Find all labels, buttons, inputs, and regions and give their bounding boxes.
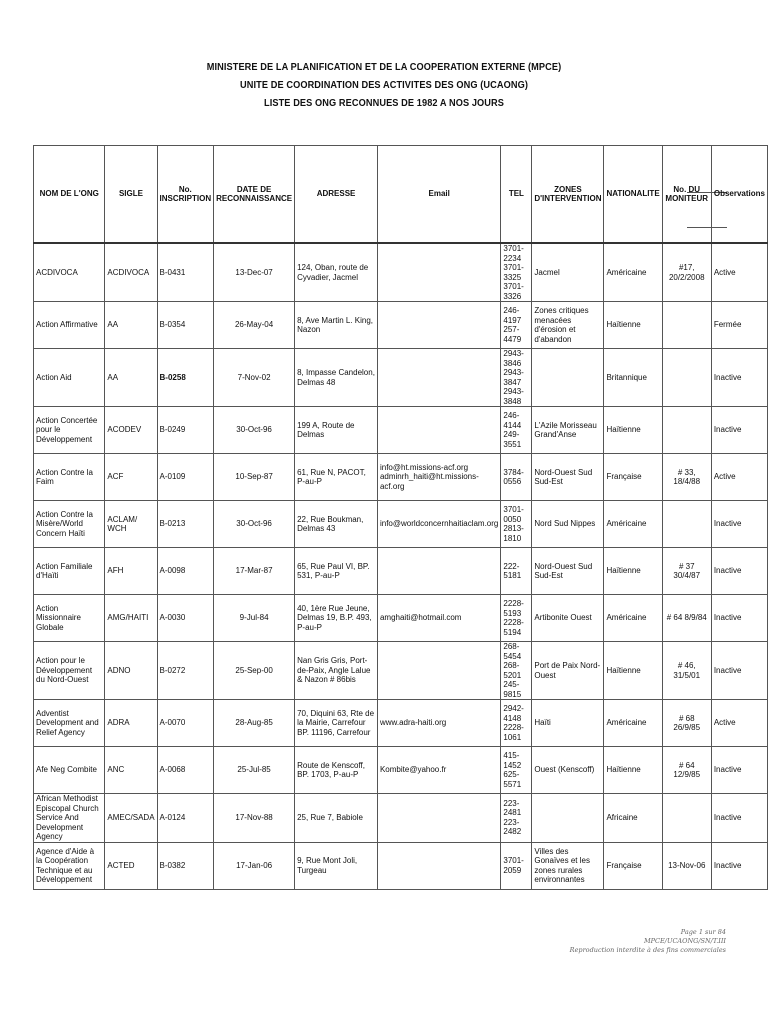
- cell-email: www.adra-haiti.org: [377, 700, 500, 747]
- cell-nationalite: Française: [604, 454, 662, 501]
- cell-inscription: A-0109: [157, 454, 214, 501]
- cell-moniteur: [662, 349, 711, 407]
- cell-adresse: 22, Rue Boukman, Delmas 43: [295, 501, 378, 548]
- cell-observations: Inactive: [711, 595, 767, 642]
- cell-nom: Action Contre la Misère/World Concern Haïti: [34, 501, 105, 548]
- cell-sigle: AA: [105, 349, 157, 407]
- table-header: [34, 146, 768, 244]
- document-reference: MPCE/UCAONG/SN/T.III: [644, 937, 726, 945]
- cell-date: 17-Mar-87: [214, 548, 295, 595]
- cell-zones: Artibonite Ouest: [532, 595, 604, 642]
- table-row: [34, 349, 768, 407]
- cell-observations: Inactive: [711, 642, 767, 700]
- cell-adresse: Nan Gris Gris, Port-de-Paix, Angle Lalue & Nazon # 86bis: [295, 642, 378, 700]
- cell-tel: 246-4144 249-3551: [501, 407, 532, 454]
- cell-zones: Zones critiques menacées d'érosion et d'abandon: [532, 302, 604, 349]
- cell-nationalite: Britannique: [604, 349, 662, 407]
- cell-date: 25-Sep-00: [214, 642, 295, 700]
- cell-observations: Active: [711, 454, 767, 501]
- cell-sigle: AMEC/SADA: [105, 794, 157, 843]
- cell-nom: Action Contre la Faim: [34, 454, 105, 501]
- table-row: [34, 243, 768, 302]
- cell-moniteur: [662, 501, 711, 548]
- cell-nom: Adventist Development and Relief Agency: [34, 700, 105, 747]
- cell-inscription: A-0098: [157, 548, 214, 595]
- list-title: LISTE DES ONG RECONNUES DE 1982 A NOS JOURS: [264, 98, 504, 109]
- cell-email: [377, 842, 500, 889]
- table-row: [34, 501, 768, 548]
- cell-date: 28-Aug-85: [214, 700, 295, 747]
- cell-nationalite: Américaine: [604, 243, 662, 302]
- table-row: [34, 548, 768, 595]
- cell-email: [377, 642, 500, 700]
- table-row: [34, 302, 768, 349]
- cell-date: 30-Oct-96: [214, 501, 295, 548]
- cell-nationalite: Française: [604, 842, 662, 889]
- cell-adresse: 199 A, Route de Delmas: [295, 407, 378, 454]
- cell-moniteur: # 37 30/4/87: [662, 548, 711, 595]
- cell-tel: 268-5454 268-5201 245-9815: [501, 642, 532, 700]
- cell-moniteur: [662, 794, 711, 843]
- cell-zones: Haïti: [532, 700, 604, 747]
- cell-zones: Villes des Gonaïves et les zones rurales environnantes: [532, 842, 604, 889]
- cell-email: [377, 548, 500, 595]
- table-row: [34, 747, 768, 794]
- cell-nationalite: Américaine: [604, 595, 662, 642]
- cell-nom: Action Missionnaire Globale: [34, 595, 105, 642]
- cell-adresse: 9, Rue Mont Joli, Turgeau: [295, 842, 378, 889]
- cell-sigle: ACTED: [105, 842, 157, 889]
- cell-inscription: B-0249: [157, 407, 214, 454]
- cell-nationalite: Africaine: [604, 794, 662, 843]
- cell-inscription: A-0068: [157, 747, 214, 794]
- cell-nom: Action pour le Développement du Nord-Ouest: [34, 642, 105, 700]
- cell-inscription: B-0272: [157, 642, 214, 700]
- cell-email: amghaiti@hotmail.com: [377, 595, 500, 642]
- cell-date: 25-Jul-85: [214, 747, 295, 794]
- cell-zones: Jacmel: [532, 243, 604, 302]
- page-number: Page 1 sur 84: [680, 928, 726, 936]
- cell-moniteur: 13-Nov-06: [662, 842, 711, 889]
- cell-nom: Action Aid: [34, 349, 105, 407]
- cell-observations: Inactive: [711, 548, 767, 595]
- cell-zones: Port de Paix Nord-Ouest: [532, 642, 604, 700]
- table-row: [34, 700, 768, 747]
- cell-nationalite: Haïtienne: [604, 302, 662, 349]
- cell-observations: Fermée: [711, 302, 767, 349]
- cell-nationalite: Haïtienne: [604, 548, 662, 595]
- col-tel: TEL: [501, 146, 532, 244]
- cell-observations: Inactive: [711, 747, 767, 794]
- cell-sigle: ACLAM/ WCH: [105, 501, 157, 548]
- cell-inscription: A-0070: [157, 700, 214, 747]
- cell-inscription: A-0124: [157, 794, 214, 843]
- cell-inscription: B-0431: [157, 243, 214, 302]
- col-nationalite: NATIONALITE: [604, 146, 662, 244]
- cell-moniteur: # 33, 18/4/88: [662, 454, 711, 501]
- cell-nationalite: Américaine: [604, 501, 662, 548]
- cell-zones: Ouest (Kenscoff): [532, 747, 604, 794]
- cell-date: 10-Sep-87: [214, 454, 295, 501]
- cell-email: [377, 349, 500, 407]
- cell-moniteur: # 64 8/9/84: [662, 595, 711, 642]
- cell-sigle: AA: [105, 302, 157, 349]
- cell-sigle: AFH: [105, 548, 157, 595]
- cell-zones: Nord-Ouest Sud Sud-Est: [532, 454, 604, 501]
- cell-sigle: ADRA: [105, 700, 157, 747]
- col-moniteur: No. DU MONITEUR: [662, 146, 711, 244]
- cell-email: info@ht.missions-acf.org adminrh_haiti@ht.missions-acf.org: [377, 454, 500, 501]
- cell-tel: 3701-2059: [501, 842, 532, 889]
- col-zones: ZONES D'INTERVENTION: [532, 146, 604, 244]
- cell-nationalite: Haïtienne: [604, 747, 662, 794]
- cell-zones: L'Azile Morisseau Grand'Anse: [532, 407, 604, 454]
- cell-date: 7-Nov-02: [214, 349, 295, 407]
- cell-moniteur: [662, 407, 711, 454]
- cell-nom: Action Concertée pour le Développement: [34, 407, 105, 454]
- cell-tel: 246-4197 257-4479: [501, 302, 532, 349]
- cell-date: 17-Jan-06: [214, 842, 295, 889]
- cell-observations: Inactive: [711, 407, 767, 454]
- cell-moniteur: [662, 302, 711, 349]
- cell-email: [377, 302, 500, 349]
- cell-sigle: ADNO: [105, 642, 157, 700]
- cell-adresse: 8, Impasse Candelon, Delmas 48: [295, 349, 378, 407]
- cell-date: 17-Nov-88: [214, 794, 295, 843]
- cell-adresse: Route de Kenscoff, BP. 1703, P-au-P: [295, 747, 378, 794]
- cell-zones: [532, 349, 604, 407]
- cell-nationalite: Haïtienne: [604, 407, 662, 454]
- cell-adresse: 70, Diquini 63, Rte de la Mairie, Carrefour BP. 11196, Carrefour: [295, 700, 378, 747]
- cell-sigle: AMG/HAITI: [105, 595, 157, 642]
- ong-table: [33, 145, 768, 890]
- cell-email: info@worldconcernhaitiaclam.org: [377, 501, 500, 548]
- cell-email: Kombite@yahoo.fr: [377, 747, 500, 794]
- cell-adresse: 40, 1ère Rue Jeune, Delmas 19, B.P. 493, P-au-P: [295, 595, 378, 642]
- col-sigle: SIGLE: [105, 146, 157, 244]
- table-row: [34, 454, 768, 501]
- cell-tel: 3701-2234 3701-3325 3701-3326: [501, 243, 532, 302]
- cell-adresse: 124, Oban, route de Cyvadier, Jacmel: [295, 243, 378, 302]
- table-row: [34, 595, 768, 642]
- cell-tel: 3701-0050 2813-1810: [501, 501, 532, 548]
- cell-inscription: B-0258: [157, 349, 214, 407]
- col-nom: NOM DE L'ONG: [34, 146, 105, 244]
- cell-nom: Action Familiale d'Haïti: [34, 548, 105, 595]
- cell-observations: Inactive: [711, 501, 767, 548]
- cell-tel: 222-5181: [501, 548, 532, 595]
- cell-tel: 415-1452 625-5571: [501, 747, 532, 794]
- cell-nom: Agence d'Aide à la Coopération Technique et au Développement: [34, 842, 105, 889]
- table-row: [34, 642, 768, 700]
- unit-title: UNITE DE COORDINATION DES ACTIVITES DES ONG (UCAONG): [240, 80, 528, 91]
- cell-tel: 3784-0556: [501, 454, 532, 501]
- cell-tel: 2942-4148 2228-1061: [501, 700, 532, 747]
- table-row: [34, 794, 768, 843]
- cell-observations: Inactive: [711, 842, 767, 889]
- cell-observations: Inactive: [711, 349, 767, 407]
- cell-moniteur: #17, 20/2/2008: [662, 243, 711, 302]
- cell-observations: Inactive: [711, 794, 767, 843]
- cell-inscription: B-0382: [157, 842, 214, 889]
- cell-zones: [532, 794, 604, 843]
- cell-nom: Afe Neg Combite: [34, 747, 105, 794]
- cell-moniteur: # 68 26/9/85: [662, 700, 711, 747]
- cell-email: [377, 794, 500, 843]
- cell-observations: Active: [711, 700, 767, 747]
- cell-sigle: ACDIVOCA: [105, 243, 157, 302]
- cell-tel: 223-2481 223-2482: [501, 794, 532, 843]
- cell-tel: 2943-3846 2943-3847 2943-3848: [501, 349, 532, 407]
- cell-email: [377, 243, 500, 302]
- cell-nom: African Methodist Episcopal Church Service And Development Agency: [34, 794, 105, 843]
- cell-adresse: 65, Rue Paul VI, BP. 531, P-au-P: [295, 548, 378, 595]
- table-row: [34, 842, 768, 889]
- cell-email: [377, 407, 500, 454]
- col-email: Email: [377, 146, 500, 244]
- cell-nationalite: Haïtienne: [604, 642, 662, 700]
- cell-zones: Nord-Ouest Sud Sud-Est: [532, 548, 604, 595]
- cell-adresse: 25, Rue 7, Babiole: [295, 794, 378, 843]
- cell-moniteur: # 64 12/9/85: [662, 747, 711, 794]
- col-adresse: ADRESSE: [295, 146, 378, 244]
- cell-adresse: 8, Ave Martin L. King, Nazon: [295, 302, 378, 349]
- cell-observations: Active: [711, 243, 767, 302]
- col-observations: Observations: [711, 146, 767, 244]
- cell-sigle: ANC: [105, 747, 157, 794]
- cell-date: 26-May-04: [214, 302, 295, 349]
- ministry-title: MINISTERE DE LA PLANIFICATION ET DE LA COOPERATION EXTERNE (MPCE): [206, 62, 562, 73]
- cell-inscription: A-0030: [157, 595, 214, 642]
- cell-date: 13-Dec-07: [214, 243, 295, 302]
- table-row: [34, 407, 768, 454]
- cell-nationalite: Américaine: [604, 700, 662, 747]
- cell-sigle: ACODEV: [105, 407, 157, 454]
- cell-nom: ACDIVOCA: [34, 243, 105, 302]
- cell-date: 30-Oct-96: [214, 407, 295, 454]
- reproduction-notice: Reproduction interdite à des fins commerciales: [569, 946, 726, 954]
- col-date: DATE DE RECONNAISSANCE: [214, 146, 295, 244]
- cell-nom: Action Affirmative: [34, 302, 105, 349]
- cell-sigle: ACF: [105, 454, 157, 501]
- cell-moniteur: # 46, 31/5/01: [662, 642, 711, 700]
- cell-zones: Nord Sud Nippes: [532, 501, 604, 548]
- cell-tel: 2228-5193 2228-5194: [501, 595, 532, 642]
- cell-date: 9-Jul-84: [214, 595, 295, 642]
- cell-adresse: 61, Rue N, PACOT, P-au-P: [295, 454, 378, 501]
- col-inscription: No. INSCRIPTION: [157, 146, 214, 244]
- cell-inscription: B-0213: [157, 501, 214, 548]
- cell-inscription: B-0354: [157, 302, 214, 349]
